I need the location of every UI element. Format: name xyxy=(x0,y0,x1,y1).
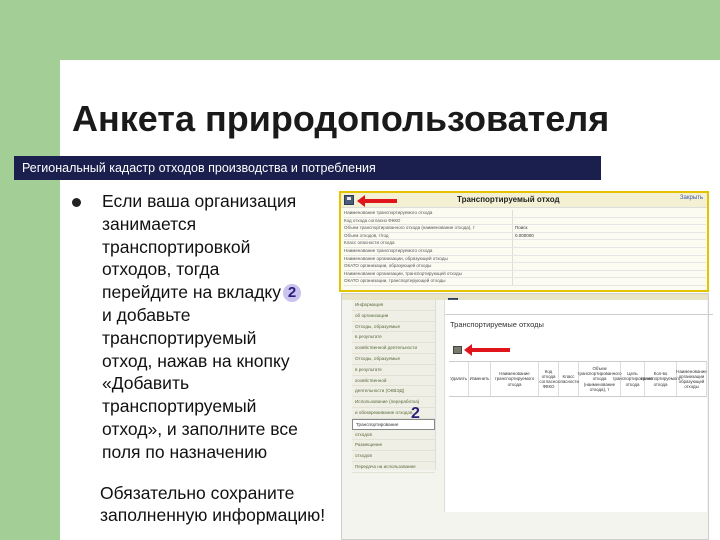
waste-table-header xyxy=(449,361,707,397)
side-menu-item[interactable]: Передача на использование xyxy=(352,462,435,473)
bullet-line: Если ваша организация xyxy=(102,191,297,211)
table-header-cell: Класс опасности xyxy=(559,362,579,396)
table-header-cell: Наименование организации образующей отходы xyxy=(677,362,707,396)
form-label: Класс опасности отхода xyxy=(344,240,395,246)
form-label: Наименование транспортируемого отхода xyxy=(344,210,433,215)
form-value[interactable] xyxy=(512,210,568,217)
form-value[interactable] xyxy=(512,278,568,285)
form-value[interactable]: 0.000000 xyxy=(512,233,568,240)
bullet-line: поля по назначению xyxy=(102,441,268,462)
side-menu-item[interactable]: отходов xyxy=(352,451,435,462)
red-arrow-icon xyxy=(363,199,397,203)
table-header-cell: Код отхода согласно ФККО xyxy=(539,362,559,396)
bullet-line: транспортируемый xyxy=(102,327,257,348)
save-note xyxy=(100,482,325,526)
form-value[interactable] xyxy=(512,218,568,225)
side-menu-item[interactable]: отходов xyxy=(352,430,435,441)
form-label: ОКАТО организации, транспортирующей отходы xyxy=(344,278,446,284)
green-frame-top xyxy=(0,0,720,60)
side-menu-item[interactable]: Размещение xyxy=(352,440,435,451)
side-menu-item[interactable]: хозяйственной деятельности xyxy=(352,343,435,354)
step-badge: 2 xyxy=(283,284,301,302)
green-frame-left xyxy=(0,0,60,540)
side-menu-item[interactable]: хозяйственной xyxy=(352,376,435,387)
form-rows xyxy=(344,210,706,286)
form-title: Транспортируемый отход xyxy=(457,195,560,204)
form-row xyxy=(344,240,706,248)
table-header-cell: Наименование транспортируемого отхода xyxy=(491,362,539,396)
bullet-text xyxy=(102,190,334,464)
bullet-line: отходов, тогда xyxy=(102,259,220,280)
subtitle-bar: Региональный кадастр отходов производства и потребления xyxy=(14,156,601,180)
bullet-line: занимается xyxy=(102,213,197,234)
form-label: Код отхода согласно ФККО xyxy=(344,217,401,223)
table-header-cell: Удалить xyxy=(449,362,469,396)
form-value[interactable] xyxy=(512,263,568,270)
form-row xyxy=(344,210,706,218)
side-menu-item[interactable]: в результате xyxy=(352,332,435,343)
waste-list-screenshot xyxy=(341,293,709,540)
side-menu-item[interactable]: деятельности (ОКВЭД) xyxy=(352,386,435,397)
bullet-line: транспортировкой xyxy=(102,236,251,257)
form-label: Объем отходов, т/год xyxy=(344,232,389,238)
bullet-icon xyxy=(72,198,81,207)
add-waste-icon[interactable] xyxy=(453,346,462,354)
form-row xyxy=(344,218,706,226)
form-row xyxy=(344,233,706,241)
side-menu-item[interactable]: в результате xyxy=(352,365,435,376)
form-row xyxy=(344,225,706,233)
form-row xyxy=(344,248,706,256)
bullet-line: отход, нажав на кнопку xyxy=(102,350,290,371)
bullet-line-with-badge xyxy=(102,281,334,304)
form-value[interactable] xyxy=(512,271,568,278)
form-label: Наименование организации, транспортирующей отходы xyxy=(344,270,462,276)
bullet-line: транспортируемый xyxy=(102,396,257,417)
side-menu-item[interactable]: и обезвреживание отходов xyxy=(352,408,435,419)
step-badge-small: 2 xyxy=(411,405,420,422)
main-panel xyxy=(444,300,707,512)
red-arrow-icon xyxy=(470,348,510,352)
form-label: ОКАТО организации, образующей отходы xyxy=(344,263,432,269)
form-label: Наименование транспортируемого отхода xyxy=(344,247,433,253)
bullet-line: «Добавить xyxy=(102,373,190,394)
form-value[interactable] xyxy=(512,248,568,255)
form-value[interactable]: Поиск xyxy=(512,225,568,232)
waste-form-screenshot xyxy=(339,191,709,292)
close-link[interactable]: Закрыть xyxy=(679,195,703,201)
side-menu-item[interactable]: Отходы, образуемые xyxy=(352,354,435,365)
panel-title: Транспортируемые отходы xyxy=(450,320,544,329)
form-label: Объем транспортированного отхода (наименование отхода), т xyxy=(344,225,475,231)
side-menu xyxy=(352,300,436,470)
form-row xyxy=(344,278,706,286)
bullet-line: и добавьте xyxy=(102,304,191,325)
bullet-line: перейдите на вкладку xyxy=(102,282,282,303)
side-menu-item[interactable]: Отходы, образуемые xyxy=(352,322,435,333)
bullet-line: отход», и заполните все xyxy=(102,418,298,439)
save-icon[interactable] xyxy=(344,195,354,205)
form-row xyxy=(344,263,706,271)
table-header-cell: Изменить xyxy=(469,362,491,396)
side-menu-item-transport[interactable]: Транспортирование xyxy=(352,419,435,430)
form-label: Наименование организации, образующей отходы xyxy=(344,255,448,261)
side-menu-item[interactable]: Использование (переработка) xyxy=(352,397,435,408)
table-header-cell: Кол-во транспортируемого отхода xyxy=(645,362,677,396)
form-value[interactable] xyxy=(512,240,568,247)
slide-title: Анкета природопользователя xyxy=(72,98,610,139)
side-menu-item[interactable]: об организации xyxy=(352,311,435,322)
form-value[interactable] xyxy=(512,256,568,263)
table-header-cell: Объем транспортированного отхода (наименование отхода), т xyxy=(579,362,621,396)
table-header-cell: Цель транспортирования отхода xyxy=(621,362,645,396)
side-menu-item[interactable]: Информация xyxy=(352,300,435,311)
note-line: Обязательно сохраните xyxy=(100,483,295,503)
note-line: заполненную информацию! xyxy=(100,505,326,525)
